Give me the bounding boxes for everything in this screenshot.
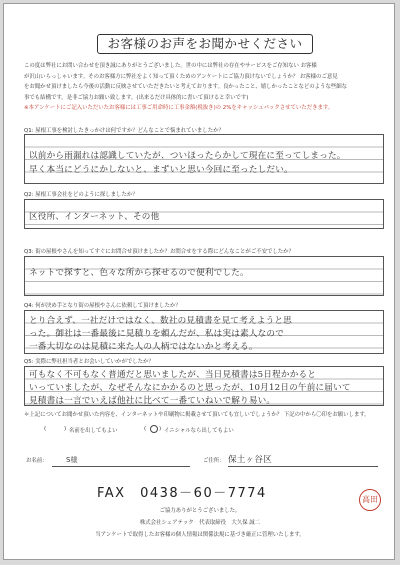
- company-name: 株式会社シェアテック 代表取締役 大久保 誠二: [139, 520, 261, 526]
- question-4: Q4: 何が決め手となり街の屋根やさんに依頼して頂けましたか？: [24, 303, 181, 309]
- page-title: お客様のお声をお聞かせください: [97, 34, 313, 54]
- name-value: S様: [66, 456, 78, 464]
- answer-5-line-1: 可もなく不可もなく普通だと思いましたが、当日見積書は5日程かかると: [29, 370, 317, 380]
- name-underline: [52, 466, 190, 467]
- address-underline: [228, 466, 378, 467]
- answer-1-line-1: 以前から雨漏れは認識していたが、ついほったらかして現在に至ってしまった。: [29, 151, 346, 161]
- option-b-paren: ): [159, 426, 162, 432]
- selected-circle-icon[interactable]: [150, 425, 158, 433]
- answer-box-2[interactable]: [24, 199, 384, 229]
- intro-line: 事でも結構です。是非ご協力お願い致します。(出来るだけ具体的に書いて頂けると幸いです): [24, 94, 249, 101]
- address-label: ご住所：: [203, 458, 225, 464]
- option-a-group: (: [44, 426, 47, 432]
- answer-box-4[interactable]: [24, 310, 384, 354]
- privacy-note: 当アンケートで取得したお客様の個人情報は関係法規に基づき厳正に管理いたします。: [95, 532, 305, 538]
- option-a-paren: ): [64, 426, 67, 432]
- answer-1-line-2: 早く本当にどうにかしないと、まずいと思い今回に至ったしだい。: [29, 165, 293, 175]
- cashback-note: ※本アンケートにご記入いただいたお客様には工事ご用命時に工事金額(税抜き)の 2%をキャッシュバックさせていただきます。: [24, 105, 334, 111]
- answer-box-5[interactable]: [24, 366, 384, 406]
- intro-text: [24, 61, 382, 114]
- name-label: お名前：: [26, 458, 48, 464]
- fax-number: FAX 0438－60－7774: [97, 486, 267, 501]
- answer-box-3[interactable]: [24, 256, 384, 296]
- intro-line: をお聞かせ頂けましたら今後の活動に反映させていただきたいと考えております。良かったこと、嬉しかったことなどのような些細な: [24, 84, 348, 90]
- answer-4-line-1: とり合えず、一社だけではなく、数社の見積書を見て考えようと思: [29, 316, 292, 326]
- option-initial-ok[interactable]: イニシャルなら出してもよい: [164, 428, 234, 434]
- answer-2-line-1: 区役所、インターネット、その他: [29, 212, 160, 222]
- answer-5-line-2: いっていましたが、なぜそんなにかかるのと思ったが、10月12日の午前に届いて: [29, 383, 351, 393]
- intro-line: が沢山いらっしゃいます。そのお客様方に弊社をよく知って頂くためのアンケートにご協力頂けないでしょうか？ お客様のご意見: [24, 73, 338, 80]
- question-1: Q1: 屋根工事を検討したきっかけは何ですか？どんなことで悩まれていましたか？: [24, 128, 224, 134]
- question-3: Q3: 街の屋根やさんを知ってすぐにお問合せ頂けましたか？お問合せをする際にどんなことがご不安でしたか？: [24, 249, 294, 255]
- seal-stamp-icon: 高田: [359, 489, 381, 511]
- question-2: Q2: 屋根工事会社をどのように探しましたか？: [24, 192, 138, 198]
- answer-box-1[interactable]: [24, 134, 384, 184]
- option-b-group: (: [144, 426, 147, 432]
- answer-5-line-3: 見積書は一言でいえば他社に比べて一番ていねいで解り易い。: [29, 396, 276, 406]
- answer-4-line-2: った。御社は一番最後に見積りを頼んだが、私は実は素人なので: [29, 329, 285, 339]
- address-value: 保土ヶ谷区: [228, 455, 272, 465]
- option-name-ok[interactable]: 名前を出してもよい: [69, 428, 118, 434]
- survey-sheet: [3, 3, 395, 560]
- question-5: Q5: 実際に弊社担当者とお会いしていかがでしたか？: [24, 359, 154, 365]
- consent-question: ＊上記についてお聞かせ頂いた内容を、インターネットや印刷物に掲載させて頂いても宜しいでしょうか？ 下記の中から〇印をお願いします。: [24, 412, 370, 418]
- intro-line: この度は弊社にお問い合わせを頂き誠にありがとうございました。世の中には弊社の存在やサービスをご存知ない お客様: [24, 63, 317, 69]
- closing-thanks: ご協力ありがとうございました。: [159, 508, 241, 514]
- answer-3-line-1: ネットで探すと、色々な所から探せるので便利でした。: [29, 268, 249, 278]
- answer-4-line-3: 一番大切なのは見積に来た人の人柄ではないかと考える。: [29, 342, 258, 352]
